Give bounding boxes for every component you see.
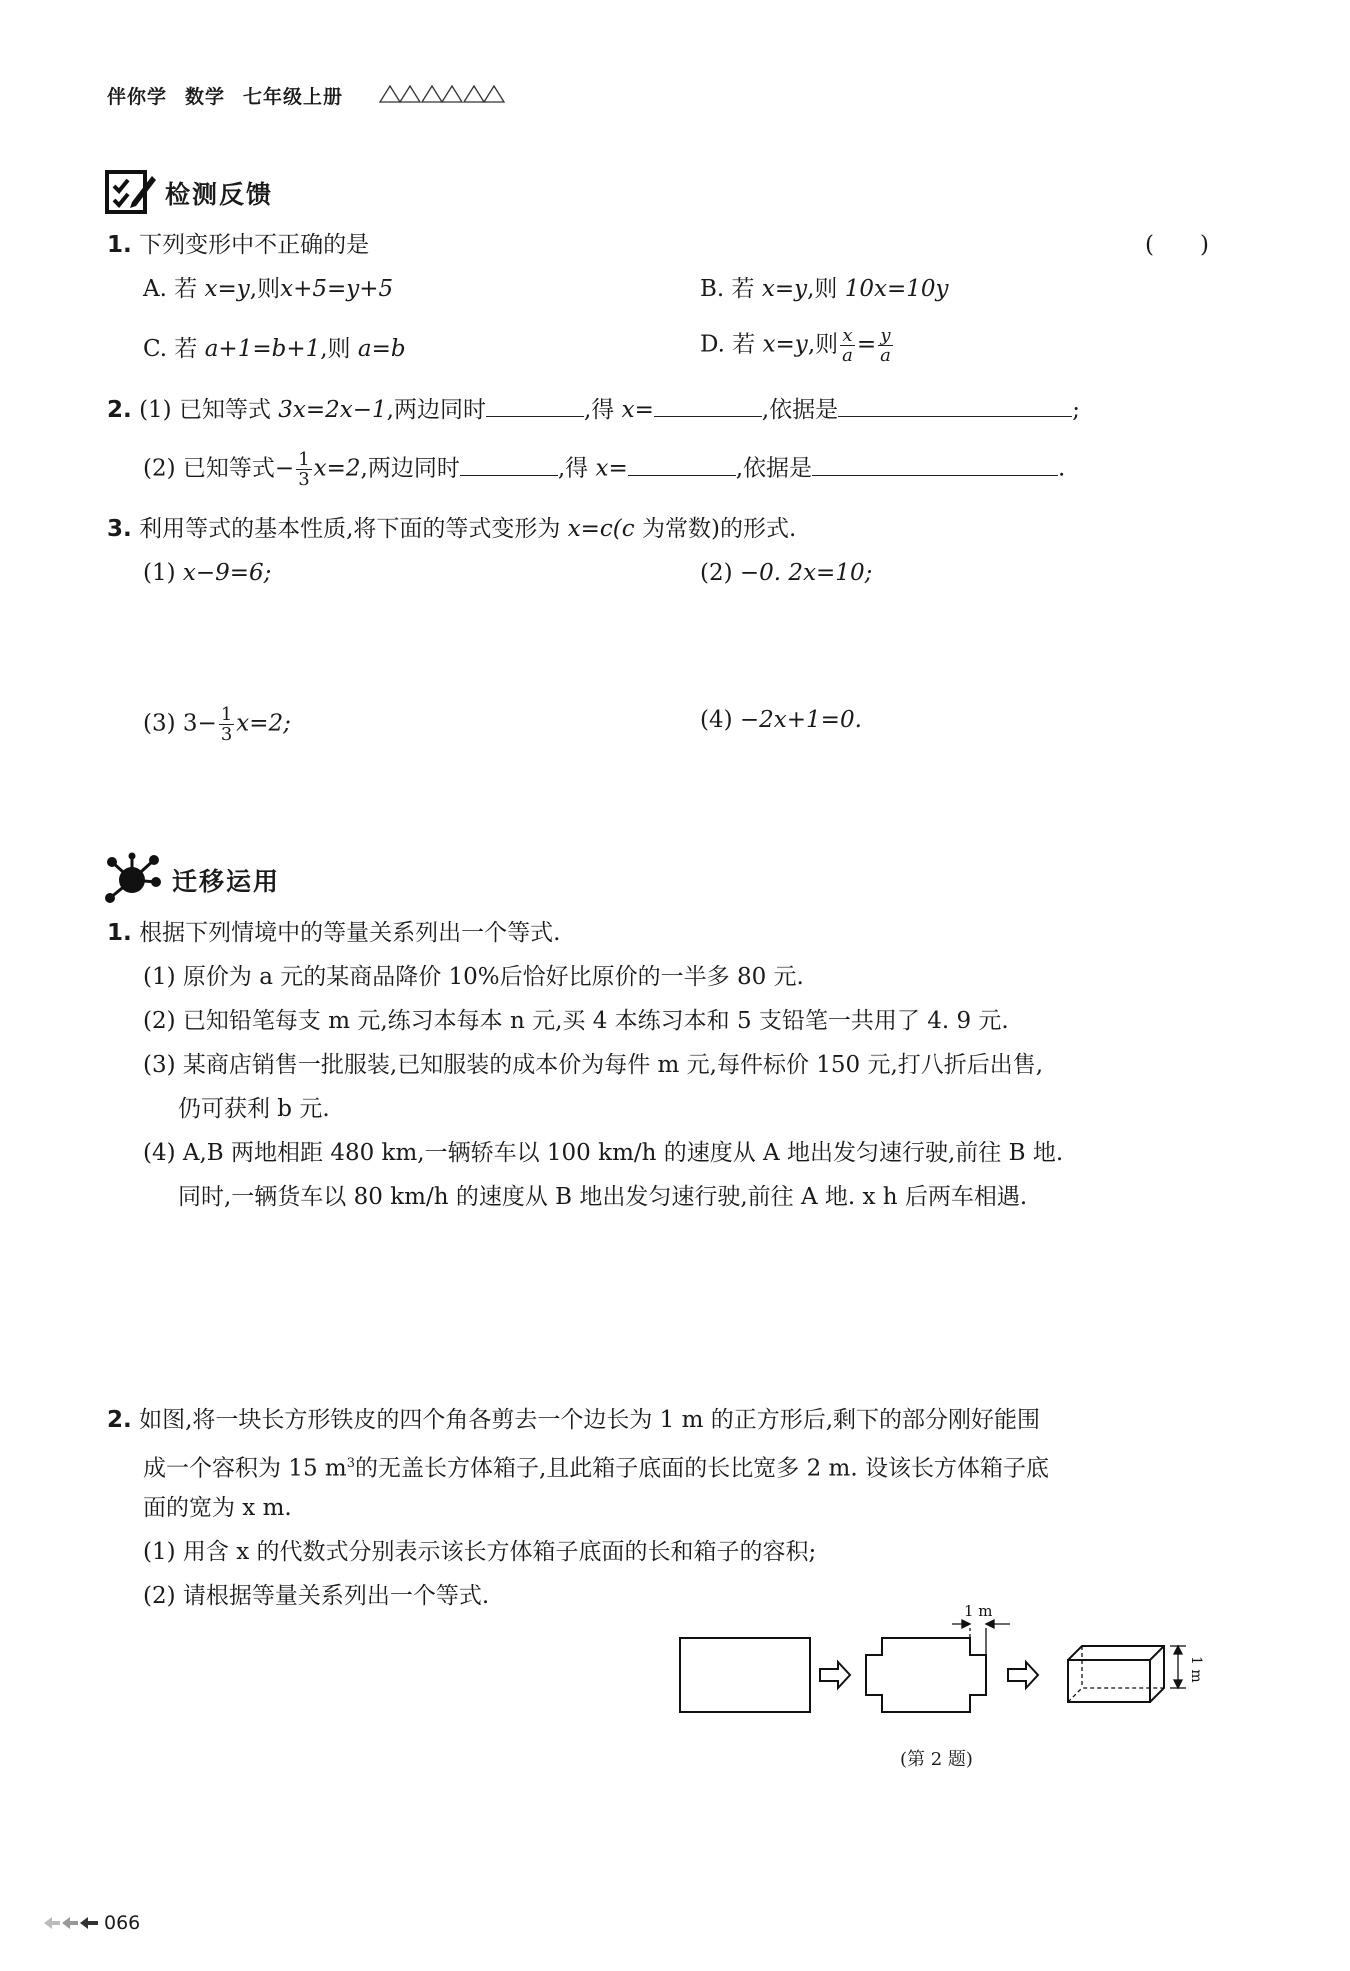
arrow-1 (820, 1662, 850, 1688)
network-icon (104, 852, 162, 906)
s1-q3-stem: 3. 利用等式的基本性质,将下面的等式变形为 x=c(c 为常数)的形式. (107, 516, 797, 542)
fill-blank[interactable] (460, 453, 558, 476)
fill-blank[interactable] (654, 394, 762, 417)
running-header (107, 82, 361, 109)
s1-q3-p1: (1) x−9=6; (143, 560, 272, 586)
question-number: 1. (107, 232, 132, 258)
s2-q1-p3b: 仍可获利 b 元. (178, 1096, 330, 1122)
option-a: A. 若 x=y,则x+5=y+5 (143, 276, 394, 302)
grade: 七年级上册 (243, 86, 344, 108)
s2-q1-p4a: (4) A,B 两地相距 480 km,一辆轿车以 100 km/h 的速度从 A 地出发匀速行驶,前往 B 地. (143, 1140, 1064, 1166)
sheet-rectangle (680, 1638, 810, 1712)
s1-q2-part1: 2. (1) 已知等式 3x=2x−1,两边同时 ,得 x= ,依据是 ; (107, 394, 1080, 425)
box-folding-figure (670, 1600, 1230, 1740)
arrow-2 (1008, 1662, 1038, 1688)
s1-q3-p3: (3) 3− $\frac{1}{3}$ x=2; (143, 704, 291, 745)
page-number: 066 (104, 1912, 141, 1934)
checklist-icon (104, 166, 158, 216)
s1-q2-part2: (2) 已知等式− $\frac{1}{3}$ x=2,两边同时 ,得 x= ,依据是 . (143, 449, 1066, 490)
s2-q2-p2: (2) 请根据等量关系列出一个等式. (143, 1583, 490, 1609)
fill-blank[interactable] (838, 394, 1072, 417)
section-title-feedback: 检测反馈 (165, 180, 274, 209)
subject: 数学 (185, 86, 226, 108)
cut-sheet (866, 1638, 986, 1712)
triangle-decoration (378, 82, 518, 104)
s1-q3-p2: (2) −0. 2x=10; (700, 560, 873, 586)
s2-q1-stem: 1. 根据下列情境中的等量关系列出一个等式. (107, 920, 561, 946)
label-1m-top: 1 m (964, 1602, 993, 1620)
s2-q1-p3a: (3) 某商店销售一批服装,已知服装的成本价为每件 m 元,每件标价 150 元,打八折后出售, (143, 1052, 1044, 1078)
arrow-decoration-icon (42, 1914, 100, 1932)
option-d: D. 若 x=y,则 $\frac{x}{a}$ = $\frac{y}{a}$ (700, 325, 891, 366)
s2-q2-line1: 2. 如图,将一块长方形铁皮的四个角各剪去一个边长为 1 m 的正方形后,剩下的部分刚好能围 (107, 1407, 1041, 1433)
fill-blank[interactable] (812, 453, 1058, 476)
option-b: B. 若 x=y,则 10x=10y (700, 276, 949, 302)
label-1m-side: 1 m (1188, 1656, 1204, 1683)
box-prism (1068, 1646, 1164, 1702)
section-title-application: 迁移运用 (172, 867, 281, 896)
s2-q2-line2: 成一个容积为 15 $m^3$的无盖长方体箱子,且此箱子底面的长比宽多 2 m. 设该长方体箱子底 (143, 1455, 1049, 1482)
s1-q3-p4: (4) −2x+1=0. (700, 707, 862, 733)
s2-q1-p1: (1) 原价为 a 元的某商品降价 10%后恰好比原价的一半多 80 元. (143, 964, 804, 990)
fill-blank[interactable] (628, 453, 736, 476)
s1-q1-stem (107, 230, 369, 260)
option-c: C. 若 a+1=b+1,则 a=b (143, 336, 406, 362)
figure-caption: (第 2 题) (900, 1749, 973, 1770)
s2-q1-p4b: 同时,一辆货车以 80 km/h 的速度从 B 地出发匀速行驶,前往 A 地. x h 后两车相遇. (178, 1184, 1028, 1210)
s2-q2-p1: (1) 用含 x 的代数式分别表示该长方体箱子底面的长和箱子的容积; (143, 1539, 817, 1565)
book-title: 伴你学 (107, 86, 168, 108)
s2-q2-line3: 面的宽为 x m. (143, 1495, 292, 1521)
answer-bracket: ( ) (1145, 232, 1209, 258)
s2-q1-p2: (2) 已知铅笔每支 m 元,练习本每本 n 元,买 4 本练习本和 5 支铅笔一共用了 4. 9 元. (143, 1008, 1009, 1034)
question-text: 下列变形中不正确的是 (139, 232, 370, 258)
fill-blank[interactable] (486, 394, 584, 417)
